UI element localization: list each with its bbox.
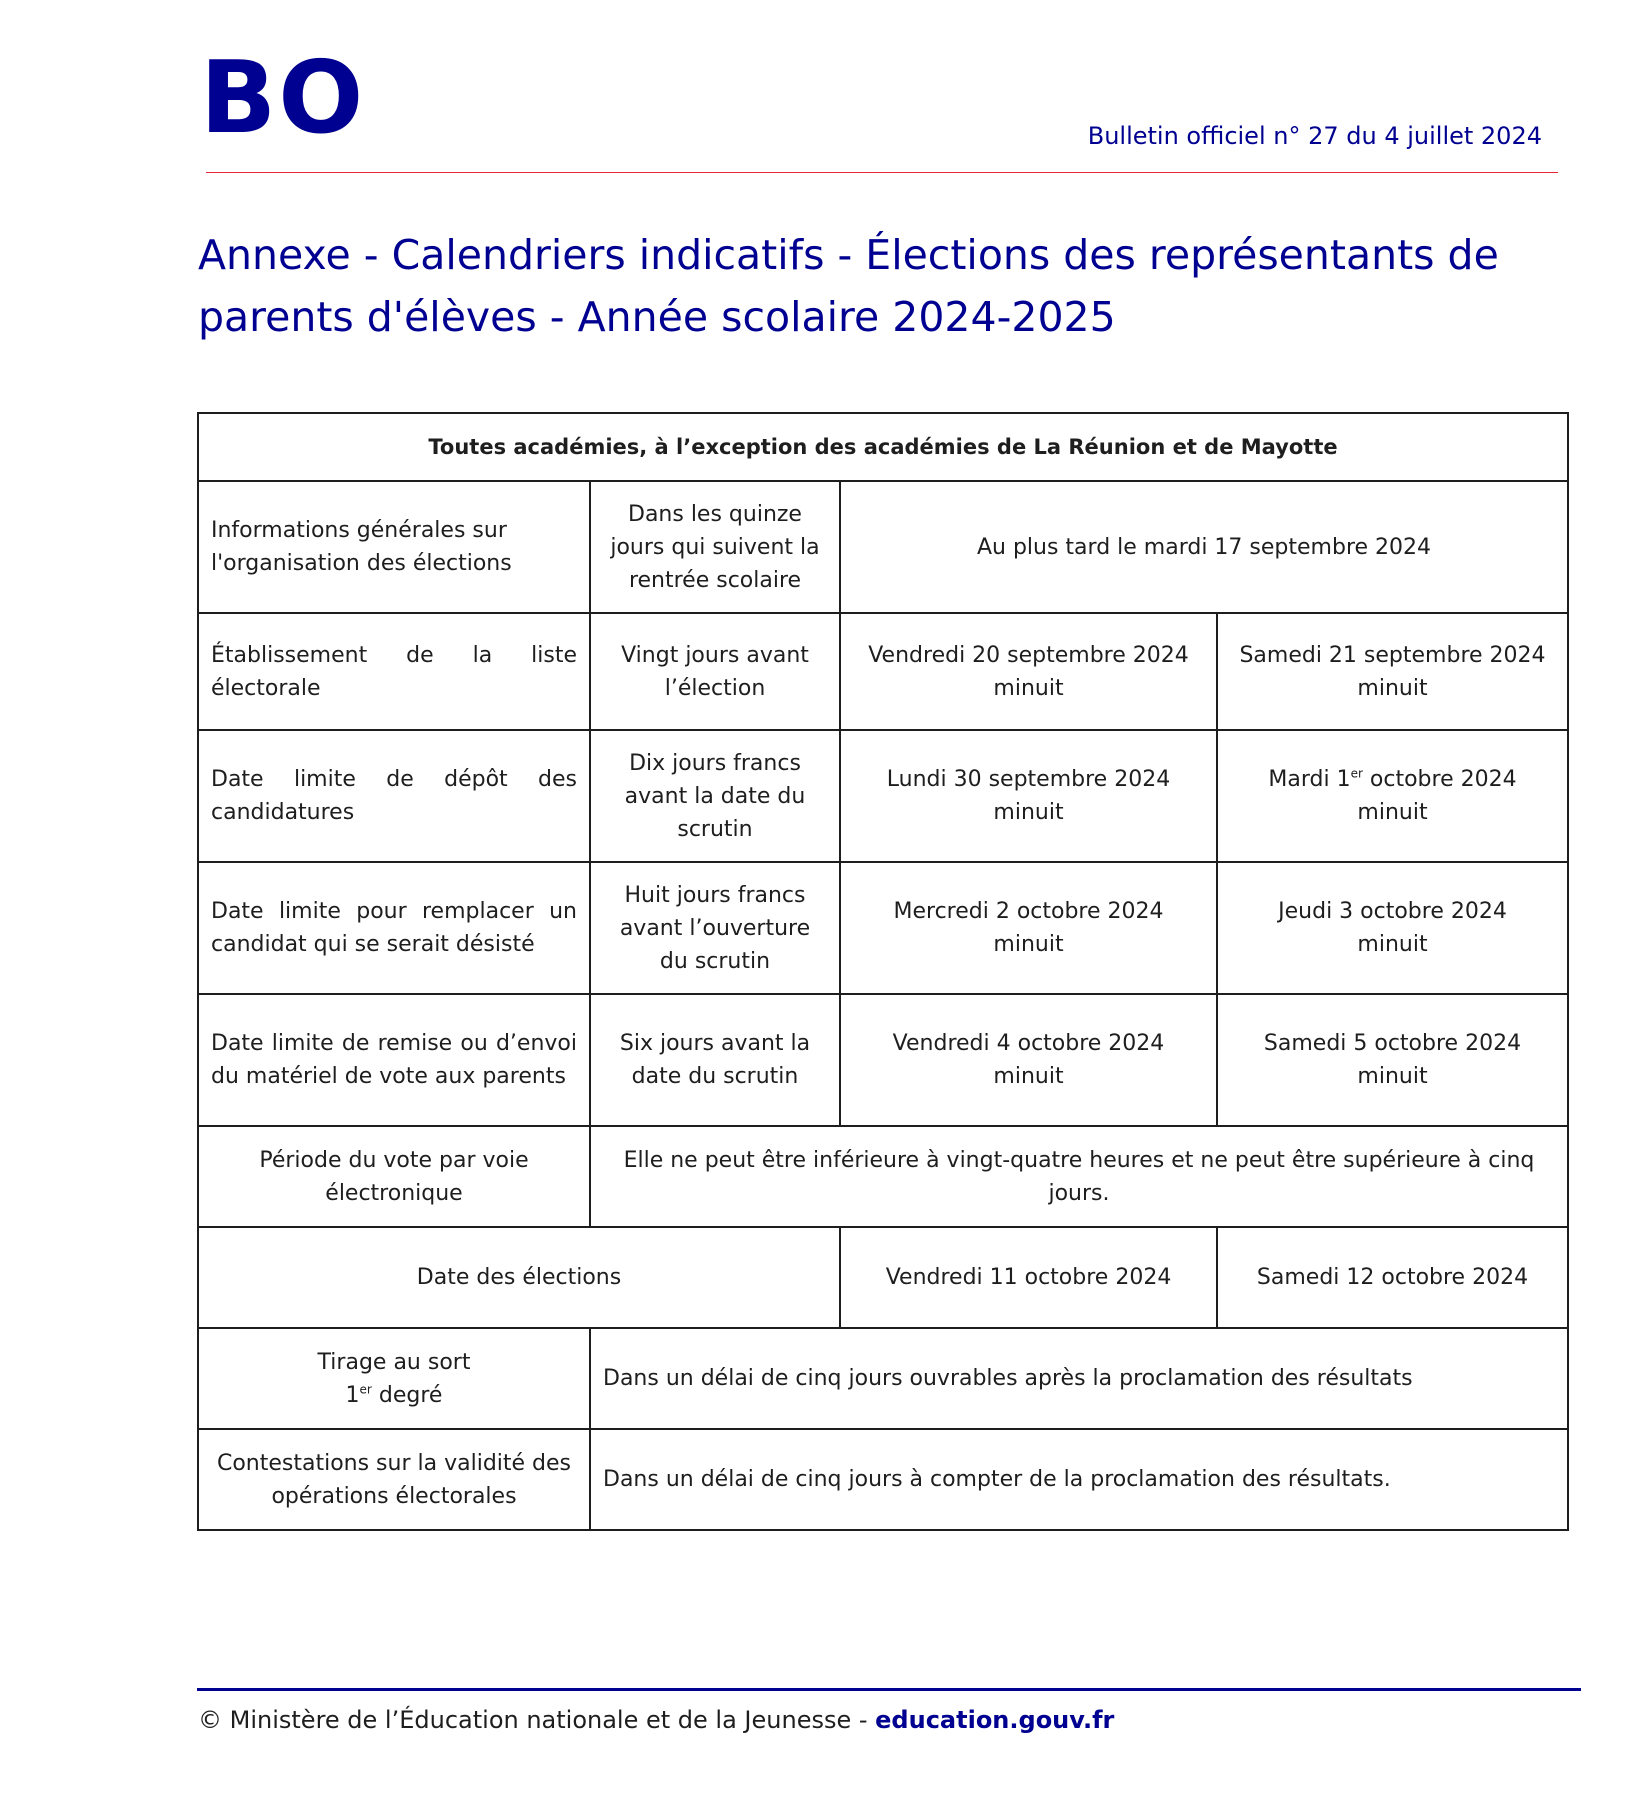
row-text-tirage: Dans un délai de cinq jours ouvrables après la proclamation des résultats	[590, 1328, 1568, 1429]
time-b-remplacer: minuit	[1357, 932, 1428, 957]
date-a-remplacer: Mercredi 2 octobre 2024	[893, 899, 1164, 924]
header-divider	[206, 172, 1558, 173]
row-date-b-liste	[1217, 613, 1568, 730]
date-a-depot: Lundi 30 septembre 2024	[886, 767, 1171, 792]
tirage-rest: degré	[371, 1382, 443, 1408]
table-row-info	[198, 481, 1568, 613]
footer-site-link[interactable]: education.gouv.fr	[875, 1706, 1115, 1734]
bo-logo: BO	[200, 39, 366, 156]
row-date-b-remise	[1217, 994, 1568, 1126]
row-delay-remplacer: Huit jours francs avant l’ouverture du scrutin	[590, 862, 840, 994]
date-b-depot-sup: er	[1350, 766, 1363, 781]
row-text-vote: Elle ne peut être inférieure à vingt-quatre heures et ne peut être supérieure à cinq jours.	[590, 1126, 1568, 1227]
table-row-vote	[198, 1126, 1568, 1227]
table-row-remplacer	[198, 862, 1568, 994]
row-date-a-depot	[840, 730, 1217, 862]
time-b-liste: minuit	[1357, 675, 1428, 701]
time-a-remplacer: minuit	[993, 932, 1064, 957]
date-b-remplacer: Jeudi 3 octobre 2024	[1278, 899, 1507, 924]
row-label-depot: Date limite de dépôt des candidatures	[198, 730, 590, 862]
time-b-depot: minuit	[1357, 800, 1428, 825]
time-a-liste: minuit	[993, 675, 1064, 701]
date-b-remise: Samedi 5 octobre 2024	[1263, 1031, 1522, 1056]
row-date-a-remise	[840, 994, 1217, 1126]
table-row-contestations	[198, 1429, 1568, 1530]
row-date-a-elections: Vendredi 11 octobre 2024	[840, 1227, 1217, 1328]
row-delay-depot: Dix jours francs avant la date du scrutin	[590, 730, 840, 862]
row-text-contestations: Dans un délai de cinq jours à compter de la proclamation des résultats.	[590, 1429, 1568, 1530]
footer-divider	[197, 1688, 1581, 1691]
row-label-liste: Établissement de la liste électorale	[198, 613, 590, 730]
row-date-b-elections: Samedi 12 octobre 2024	[1217, 1227, 1568, 1328]
table-row-elections	[198, 1227, 1568, 1328]
row-label-elections: Date des élections	[198, 1227, 840, 1328]
row-label-vote: Période du vote par voie électronique	[198, 1126, 590, 1227]
date-b-depot-rest: octobre 2024	[1362, 767, 1517, 792]
row-label-info: Informations générales sur l'organisation des élections	[198, 481, 590, 613]
time-a-depot: minuit	[993, 800, 1064, 825]
row-delay-liste: Vingt jours avant l’élection	[590, 613, 840, 730]
row-date-a-remplacer	[840, 862, 1217, 994]
footer	[198, 1704, 1114, 1736]
row-label-contestations: Contestations sur la validité des opérations électorales	[198, 1429, 590, 1530]
date-b-liste: Samedi 21 septembre 2024	[1239, 642, 1546, 668]
table-heading-text: Toutes académies, à l’exception des académies de La Réunion et de Mayotte	[428, 434, 1338, 459]
footer-copyright: © Ministère de l’Éducation nationale et de la Jeunesse -	[198, 1706, 876, 1734]
row-date-b-depot	[1217, 730, 1568, 862]
row-date-a-liste	[840, 613, 1217, 730]
bulletin-reference: Bulletin officiel n° 27 du 4 juillet 2024	[1087, 122, 1542, 150]
time-b-remise: minuit	[1357, 1064, 1428, 1089]
tirage-sup: er	[359, 1382, 372, 1397]
table-row-tirage	[198, 1328, 1568, 1429]
table-row-depot	[198, 730, 1568, 862]
row-delay-remise: Six jours avant la date du scrutin	[590, 994, 840, 1126]
table-heading-row	[198, 413, 1568, 481]
tirage-line1: Tirage au sort	[317, 1349, 471, 1375]
election-calendar-table	[197, 412, 1569, 1531]
row-date-b-remplacer	[1217, 862, 1568, 994]
date-b-depot-day: Mardi 1	[1268, 767, 1351, 792]
date-a-liste: Vendredi 20 septembre 2024	[868, 642, 1189, 668]
row-label-remplacer: Date limite pour remplacer un candidat qui se serait désisté	[198, 862, 590, 994]
table-heading	[198, 413, 1568, 481]
table-row-remise	[198, 994, 1568, 1126]
page-title: Annexe - Calendriers indicatifs - Élections des représentants de parents d'élèves - Année scolaire 2024-2025	[198, 231, 1499, 341]
row-delay-info: Dans les quinze jours qui suivent la rentrée scolaire	[590, 481, 840, 613]
row-date-info: Au plus tard le mardi 17 septembre 2024	[840, 481, 1568, 613]
table-row-liste	[198, 613, 1568, 730]
tirage-num: 1	[345, 1382, 360, 1408]
row-label-tirage	[198, 1328, 590, 1429]
date-a-remise: Vendredi 4 octobre 2024	[892, 1031, 1165, 1056]
time-a-remise: minuit	[993, 1064, 1064, 1089]
row-label-remise: Date limite de remise ou d’envoi du matériel de vote aux parents	[198, 994, 590, 1126]
